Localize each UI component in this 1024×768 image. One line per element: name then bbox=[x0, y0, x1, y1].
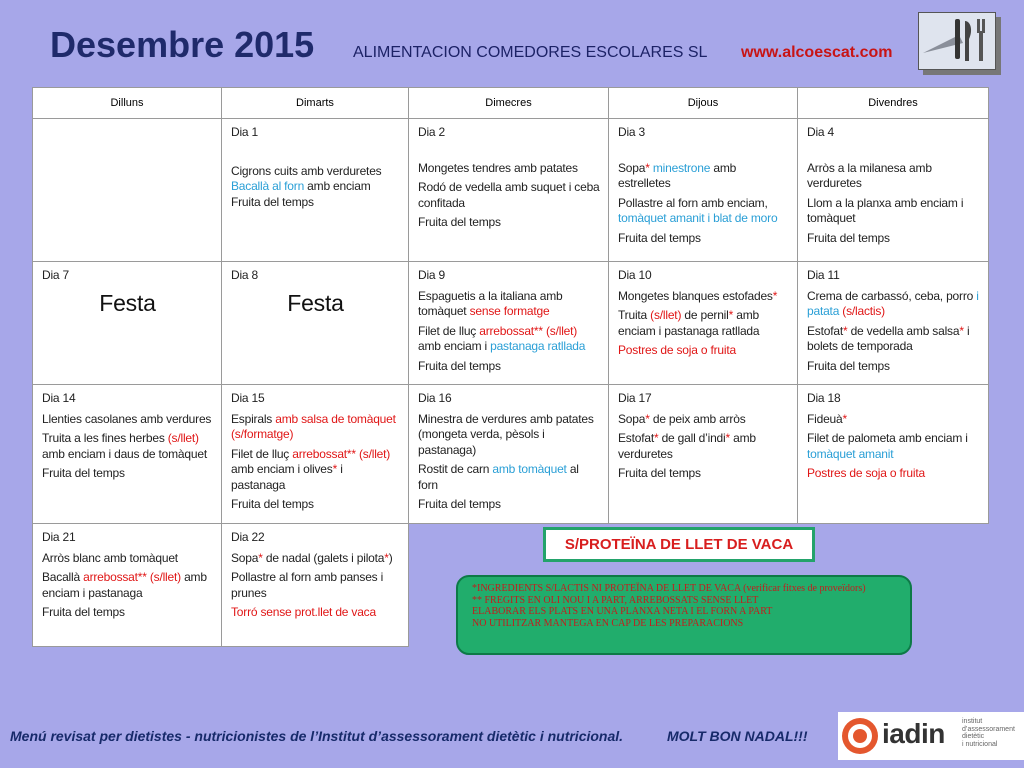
menu-dish bbox=[807, 161, 980, 192]
website-link[interactable]: www.alcoescat.com bbox=[741, 44, 893, 61]
dish-text: Llenties casolanes amb verdures bbox=[42, 411, 212, 426]
dish-text: arrebossat** (s/llet) bbox=[479, 323, 578, 338]
dish-text: Cigrons cuits amb verduretes bbox=[231, 163, 382, 178]
dish-text: Bacallà bbox=[42, 570, 84, 584]
day-cell bbox=[33, 119, 222, 262]
footer-reviewed-text: Menú revisat per dietistes - nutricionistes de l’Institut d’assessorament dietètic i nutricional. bbox=[10, 728, 624, 744]
col-header-thursday: Dijous bbox=[609, 88, 798, 119]
holiday-label: Festa bbox=[287, 289, 344, 316]
menu-dish bbox=[42, 551, 213, 567]
col-header-tuesday: Dimarts bbox=[222, 88, 409, 119]
dish-text: amb salsa de tomàquet (s/formatge) bbox=[231, 411, 396, 441]
dish-text: sense formatge bbox=[469, 304, 550, 318]
dish-text: * bbox=[842, 323, 848, 338]
iadin-logo-icon bbox=[838, 712, 1024, 760]
dish-text: * bbox=[842, 411, 847, 426]
day-label: Dia 1 bbox=[231, 125, 259, 139]
day-cell bbox=[798, 385, 989, 524]
dish-text: al forn bbox=[418, 462, 579, 492]
menu-dish bbox=[42, 412, 213, 428]
dish-text: arrebossat** (s/llet) bbox=[292, 446, 391, 461]
dish-text: i pastanaga bbox=[231, 462, 343, 492]
menu-dish bbox=[618, 466, 789, 482]
day-cell bbox=[409, 385, 609, 524]
dish-text: Fruita del temps bbox=[618, 230, 701, 245]
dish-text: Fruita del temps bbox=[42, 466, 125, 480]
dish-text: tomàquet amanit bbox=[807, 446, 894, 461]
dish-text: Filet de lluç bbox=[231, 446, 293, 461]
week-row bbox=[33, 119, 989, 262]
dish-text: Estofat bbox=[807, 323, 843, 338]
menu-dish bbox=[418, 289, 600, 320]
menu-table bbox=[32, 87, 989, 647]
dish-text: amb enciam bbox=[304, 179, 371, 193]
menu-dish bbox=[618, 412, 789, 428]
day-label: Dia 22 bbox=[231, 530, 265, 544]
menu-dish bbox=[618, 308, 789, 339]
menu-dish bbox=[418, 180, 600, 211]
dish-text: Sopa bbox=[231, 550, 259, 565]
dish-text: minestrone bbox=[649, 160, 711, 175]
dish-text: Postres de soja o fruita bbox=[807, 466, 925, 480]
dish-text: amb estrelletes bbox=[618, 160, 737, 190]
menu-dish bbox=[807, 466, 980, 482]
footer-greeting: MOLT BON NADAL!!! bbox=[667, 728, 808, 744]
menu-dish bbox=[418, 497, 600, 513]
dish-text: Bacallà al forn bbox=[231, 179, 305, 193]
menu-dish bbox=[231, 447, 400, 494]
week-row bbox=[33, 385, 989, 524]
note-line: NO UTILITZAR MANTEGA EN CAP DE LES PREPARACIONS bbox=[472, 617, 744, 629]
day-cell bbox=[609, 262, 798, 385]
dish-text: Rostit de carn bbox=[418, 462, 493, 476]
dish-text: Fruita del temps bbox=[418, 358, 501, 373]
day-label: Dia 10 bbox=[618, 268, 652, 282]
menu-dish bbox=[42, 431, 213, 462]
note-line: ** FREGITS EN OLI NOU I A PART, ARREBOSSATS SENSE LLET bbox=[472, 594, 759, 606]
dish-text: Arròs a la milanesa amb verduretes bbox=[807, 160, 932, 190]
menu-dish bbox=[618, 196, 789, 227]
dish-text: * bbox=[728, 308, 734, 322]
dish-text: Fruita del temps bbox=[42, 605, 125, 619]
menu-dish bbox=[231, 412, 400, 443]
day-cell bbox=[33, 524, 222, 647]
dish-text: amb tomàquet bbox=[492, 462, 567, 476]
dish-text: (s/llet) bbox=[167, 431, 199, 445]
dish-text: Fruita del temps bbox=[231, 497, 314, 511]
day-cell bbox=[33, 262, 222, 385]
menu-dish bbox=[418, 215, 600, 231]
dish-text: de peix amb arròs bbox=[649, 411, 746, 426]
dish-text: Espaguetis a la italiana amb tomàquet bbox=[418, 288, 563, 318]
menu-dish bbox=[807, 412, 980, 428]
menu-dish bbox=[231, 164, 400, 180]
dish-text: Fruita del temps bbox=[618, 466, 701, 480]
dish-text: * bbox=[725, 431, 730, 445]
menu-dish bbox=[231, 497, 400, 513]
dish-text: amb enciam i pastanaga bbox=[42, 570, 207, 600]
week-row bbox=[33, 262, 989, 385]
day-cell bbox=[409, 262, 609, 385]
dish-text: Torró sense prot.llet de vaca bbox=[231, 605, 376, 619]
dish-text: * bbox=[653, 431, 659, 445]
dish-text: de pernil bbox=[681, 308, 729, 322]
menu-dish bbox=[231, 179, 400, 195]
menu-dish bbox=[618, 431, 789, 462]
iadin-mark-icon bbox=[840, 716, 880, 756]
menu-dish bbox=[231, 195, 400, 211]
page-title: Desembre 2015 bbox=[50, 24, 315, 65]
menu-dish bbox=[418, 359, 600, 375]
dish-text: (s/llet) bbox=[650, 308, 682, 322]
menu-dish bbox=[42, 570, 213, 601]
col-header-wednesday: Dimecres bbox=[409, 88, 609, 119]
dish-text: Minestra de verdures amb patates (mongeta verda, pèsols i pastanaga) bbox=[418, 411, 594, 457]
holiday-label: Festa bbox=[99, 289, 156, 316]
weekday-header-row bbox=[33, 88, 989, 119]
day-label: Dia 4 bbox=[807, 125, 835, 139]
dish-text: Llom a la planxa amb enciam i tomàquet bbox=[807, 195, 964, 225]
dish-text: Mongetes blanques estofades bbox=[618, 288, 773, 303]
dish-text: Fruita del temps bbox=[231, 194, 314, 209]
dish-text: Pollastre al forn amb enciam, bbox=[618, 195, 768, 210]
dish-text: Estofat bbox=[618, 431, 654, 445]
col-header-monday: Dilluns bbox=[33, 88, 222, 119]
dish-text: amb enciam i bbox=[418, 339, 491, 353]
dish-text: Truita bbox=[618, 308, 651, 322]
menu-dish bbox=[807, 196, 980, 227]
day-label: Dia 2 bbox=[418, 125, 446, 139]
dish-text: Sopa bbox=[618, 160, 646, 175]
day-label: Dia 18 bbox=[807, 391, 841, 405]
day-label: Dia 8 bbox=[231, 268, 259, 282]
dish-text: * bbox=[645, 160, 650, 175]
day-label: Dia 11 bbox=[807, 268, 840, 282]
menu-dish bbox=[618, 289, 789, 305]
dish-text: Sopa bbox=[618, 411, 646, 426]
menu-dish bbox=[418, 161, 600, 177]
day-label: Dia 21 bbox=[42, 530, 76, 544]
menu-dish bbox=[418, 324, 600, 355]
menu-dish bbox=[42, 605, 213, 621]
day-cell bbox=[409, 119, 609, 262]
menu-dish bbox=[618, 161, 789, 192]
day-cell bbox=[798, 262, 989, 385]
dish-text: * bbox=[645, 411, 650, 426]
dish-text: Truita a les fines herbes bbox=[42, 431, 168, 445]
day-cell bbox=[222, 262, 409, 385]
day-cell bbox=[798, 119, 989, 262]
menu-dish bbox=[231, 570, 400, 601]
menu-dish bbox=[807, 431, 980, 462]
day-label: Dia 9 bbox=[418, 268, 446, 282]
menu-dish bbox=[231, 551, 400, 567]
menu-dish bbox=[418, 462, 600, 493]
col-header-friday: Divendres bbox=[798, 88, 989, 119]
day-label: Dia 15 bbox=[231, 391, 265, 405]
menu-dish bbox=[807, 324, 980, 355]
menu-dish bbox=[42, 466, 213, 482]
iadin-logo-subtitle: institut d’assessorament dietètic i nutricional bbox=[962, 718, 1015, 748]
dish-text: Espirals bbox=[231, 411, 276, 426]
menu-dish bbox=[807, 231, 980, 247]
dish-text: * bbox=[959, 323, 964, 338]
menu-dish bbox=[618, 343, 789, 359]
dish-text: Postres de soja o fruita bbox=[618, 343, 736, 357]
dairy-free-badge: S/PROTEÏNA DE LLET DE VACA bbox=[543, 527, 815, 562]
allergen-notes-box bbox=[456, 575, 912, 655]
day-cell bbox=[222, 119, 409, 262]
dish-text: * bbox=[384, 550, 389, 565]
dish-text: amb enciam i olives bbox=[231, 462, 333, 476]
day-label: Dia 17 bbox=[618, 391, 652, 405]
dish-text: Fruita del temps bbox=[418, 497, 501, 511]
day-cell bbox=[609, 385, 798, 524]
dish-text: Fruita del temps bbox=[807, 358, 890, 373]
day-label: Dia 3 bbox=[618, 125, 646, 139]
dish-text: Fruita del temps bbox=[418, 215, 501, 229]
day-label: Dia 16 bbox=[418, 391, 452, 405]
day-cell bbox=[609, 119, 798, 262]
dish-text: Rodó de vedella amb suquet i ceba confitada bbox=[418, 180, 600, 210]
cutlery-logo-icon bbox=[918, 12, 996, 70]
day-cell bbox=[222, 524, 409, 647]
menu-dish bbox=[807, 359, 980, 375]
dish-text: Filet de palometa amb enciam i bbox=[807, 431, 968, 445]
day-cell bbox=[222, 385, 409, 524]
menu-dish bbox=[231, 605, 400, 621]
menu-dish bbox=[618, 231, 789, 247]
dish-text: i patata bbox=[807, 288, 979, 318]
dish-text: Mongetes tendres amb patates bbox=[418, 160, 578, 175]
dish-text: i bolets de temporada bbox=[807, 323, 970, 353]
dish-text: (s/lactis) bbox=[839, 304, 885, 318]
company-name: ALIMENTACION COMEDORES ESCOLARES SL bbox=[353, 44, 708, 61]
day-label: Dia 14 bbox=[42, 391, 76, 405]
dish-text: amb enciam i pastanaga ratllada bbox=[618, 308, 760, 338]
dish-text: Pollastre al forn amb panses i prunes bbox=[231, 570, 384, 600]
dish-text: * bbox=[258, 550, 263, 565]
menu-dish bbox=[807, 289, 980, 320]
dish-text: arrebossat** (s/llet) bbox=[83, 570, 181, 584]
dish-text: de vedella amb salsa bbox=[847, 323, 960, 338]
dish-text: de gall d’indi bbox=[658, 431, 726, 445]
dish-text: Filet de lluç bbox=[418, 323, 480, 338]
day-cell bbox=[33, 385, 222, 524]
dish-text: ) bbox=[388, 550, 393, 565]
dish-text: Arròs blanc amb tomàquet bbox=[42, 550, 178, 565]
dish-text: pastanaga ratllada bbox=[490, 339, 586, 353]
note-line: *INGREDIENTS S/LACTIS NI PROTEÏNA DE LLET DE VACA (verificar fitxes de proveïdors) bbox=[472, 583, 866, 594]
menu-dish bbox=[418, 412, 600, 459]
day-label: Dia 7 bbox=[42, 268, 70, 282]
dish-text: tomàquet amanit i blat de moro bbox=[618, 211, 778, 225]
dish-text: amb verduretes bbox=[618, 431, 756, 461]
dish-text: Fideuà bbox=[807, 411, 843, 426]
dish-text: de nadal (galets i pilota bbox=[262, 550, 385, 565]
dish-text: amb enciam i daus de tomàquet bbox=[42, 446, 207, 461]
dish-text: Fruita del temps bbox=[807, 230, 890, 245]
dish-text: Crema de carbassó, ceba, porro bbox=[807, 288, 977, 303]
dish-text: * bbox=[332, 462, 338, 476]
iadin-logo-name: iadin bbox=[882, 718, 945, 749]
note-line: ELABORAR ELS PLATS EN UNA PLANXA NETA I EL FORN A PART bbox=[472, 606, 773, 617]
dish-text: * bbox=[772, 288, 778, 303]
